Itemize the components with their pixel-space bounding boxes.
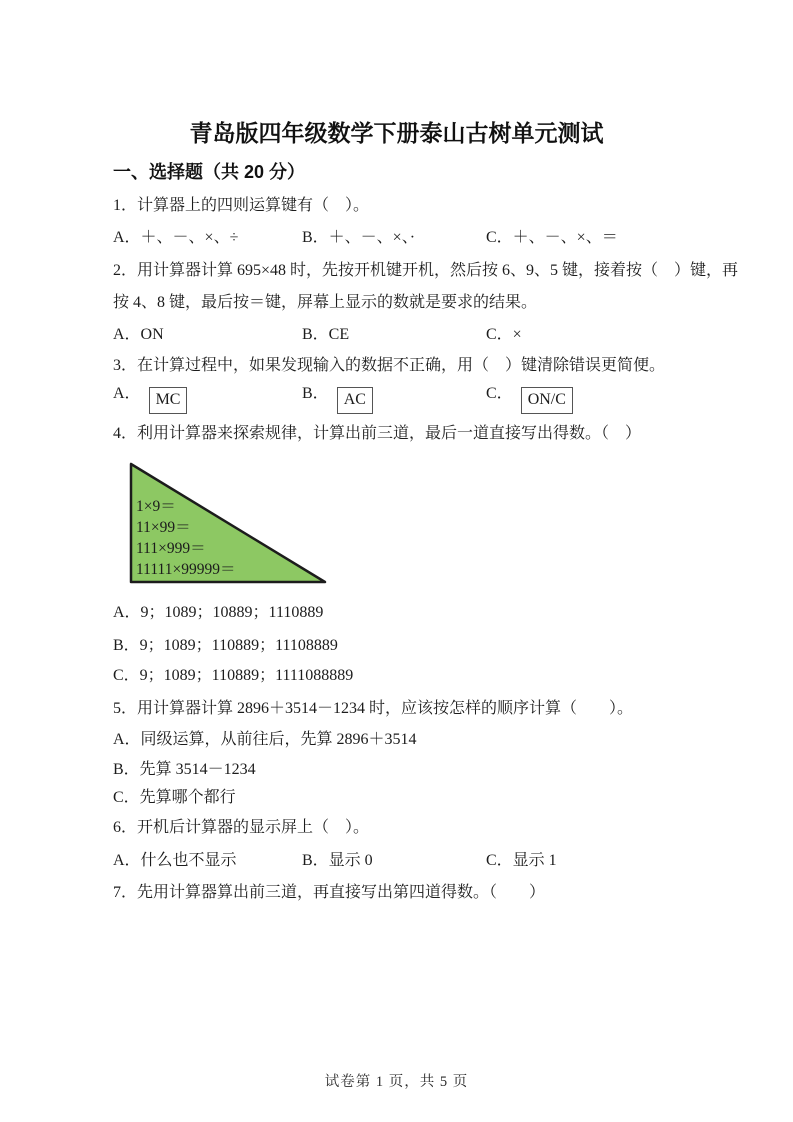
q3-option-c <box>486 384 573 414</box>
q3-option-a <box>113 384 187 414</box>
question-7-text: 7．先用计算器算出前三道，再直接写出第四道得数。（ ） <box>113 884 546 901</box>
q5-option-c: C．先算哪个都行 <box>113 789 236 806</box>
q1-option-a: A．＋、－、×、÷ <box>113 229 239 246</box>
question-5-text: 5．用计算器计算 2896＋3514－1234 时，应该按怎样的顺序计算（ ）。 <box>113 700 634 717</box>
q6-option-b: B．显示 0 <box>302 852 373 869</box>
question-1-text: 1．计算器上的四则运算键有（ ）。 <box>113 197 370 214</box>
question-1-options <box>113 228 733 250</box>
q1-option-c: C．＋、－、×、＝ <box>486 229 618 246</box>
pattern-triangle-figure <box>128 461 330 587</box>
q2-option-c: C．× <box>486 326 522 343</box>
q2-option-b: B．CE <box>302 326 350 343</box>
q3-option-c-label: C． <box>486 385 513 402</box>
q3-option-b <box>302 384 373 414</box>
triangle-line-4: 11111×99999＝ <box>136 561 236 578</box>
section-heading: 一、选择题（共 20 分） <box>113 162 306 182</box>
triangle-line-2: 11×99＝ <box>136 519 191 536</box>
question-3-text: 3．在计算过程中，如果发现输入的数据不正确，用（ ）键清除错误更简便。 <box>113 357 666 374</box>
question-2-text-line-2: 按 4、8 键，最后按＝键，屏幕上显示的数就是要求的结果。 <box>113 294 538 311</box>
q5-option-a: A．同级运算，从前往后，先算 2896＋3514 <box>113 731 417 748</box>
page-footer: 试卷第 1 页，共 5 页 <box>324 1074 469 1090</box>
q3-option-b-key-box: AC <box>337 387 373 414</box>
q2-option-a: A．ON <box>113 326 164 343</box>
q3-option-a-label: A． <box>113 385 141 402</box>
q3-option-c-key-box: ON/C <box>521 387 573 414</box>
q3-option-a-key-box: MC <box>149 387 188 414</box>
question-4-text: 4．利用计算器来探索规律，计算出前三道，最后一道直接写出得数。（ ） <box>113 425 642 442</box>
q4-option-b: B．9；1089；110889；11108889 <box>113 637 338 654</box>
q3-option-b-label: B． <box>302 385 329 402</box>
q1-option-b: B．＋、－、×、· <box>302 229 416 246</box>
question-6-options <box>113 851 733 873</box>
question-3-options <box>113 384 733 416</box>
q4-option-a: A．9；1089；10889；1110889 <box>113 604 324 621</box>
triangle-line-1: 1×9＝ <box>136 498 176 515</box>
page-title: 青岛版四年级数学下册泰山古树单元测试 <box>189 120 604 146</box>
question-2-options <box>113 325 733 347</box>
q6-option-c: C．显示 1 <box>486 852 557 869</box>
q4-option-c: C．9；1089；110889；1111088889 <box>113 667 354 684</box>
q5-option-b: B．先算 3514－1234 <box>113 761 256 778</box>
q6-option-a: A．什么也不显示 <box>113 852 237 869</box>
question-6-text: 6．开机后计算器的显示屏上（ ）。 <box>113 819 370 836</box>
question-2-text-line-1: 2．用计算器计算 695×48 时，先按开机键开机，然后按 6、9、5 键，接着按（ ）键，再 <box>113 262 739 279</box>
triangle-line-3: 111×999＝ <box>136 540 206 557</box>
